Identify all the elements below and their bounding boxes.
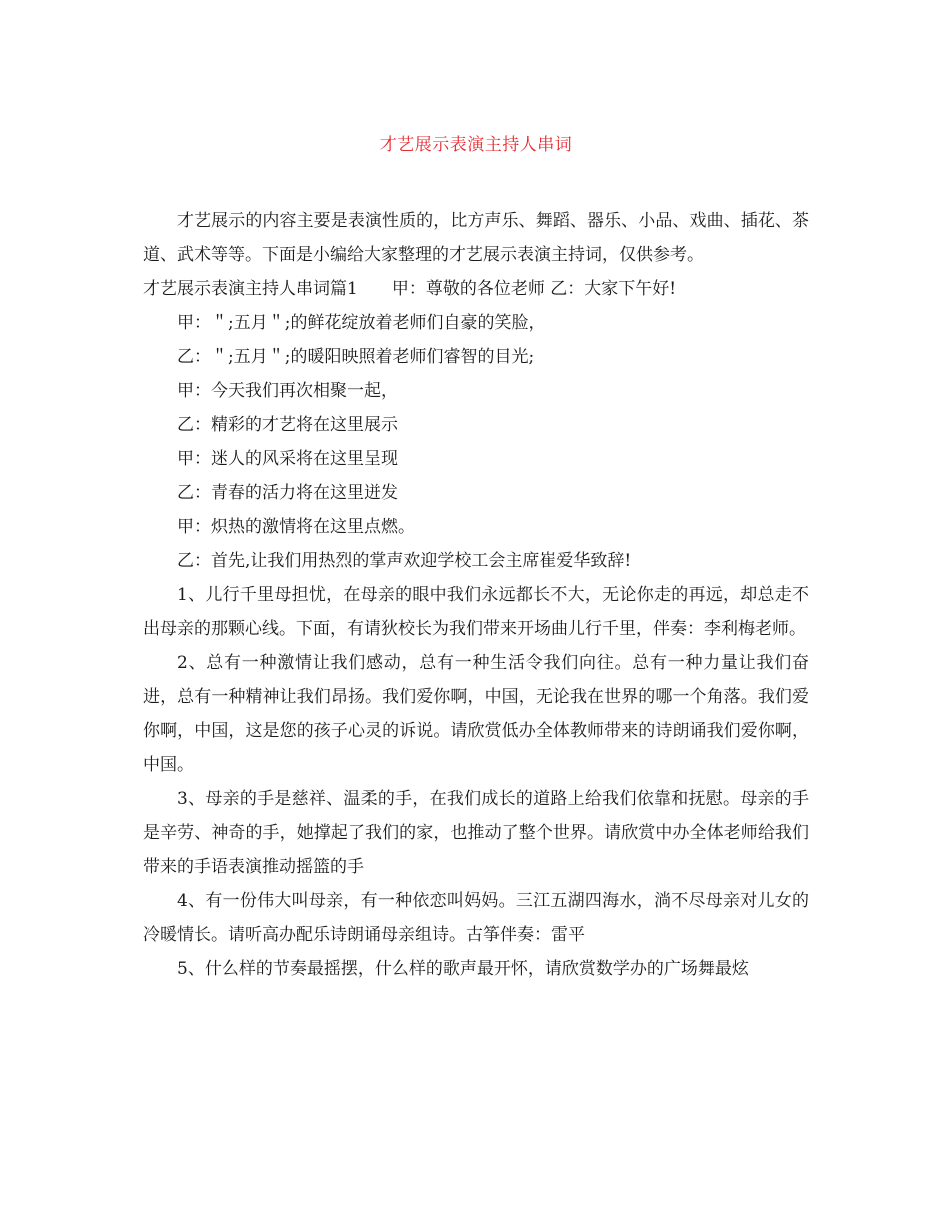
intro-paragraph: 才艺展示的内容主要是表演性质的，比方声乐、舞蹈、器乐、小品、戏曲、插花、茶道、武术等等。下面是小编给大家整理的才艺展示表演主持词，仅供参考。 bbox=[143, 211, 809, 265]
document-body bbox=[143, 204, 809, 986]
program-item: 5、什么样的节奏最摇摆，什么样的歌声最开怀，请欣赏数学办的广场舞最炫 bbox=[177, 959, 749, 979]
dialogue-line: 乙：＂;五月＂;的暖阳映照着老师们睿智的目光; bbox=[177, 347, 535, 367]
dialogue-line: 乙：青春的活力将在这里迸发 bbox=[177, 483, 398, 503]
dialogue-line: 甲：迷人的风采将在这里呈现 bbox=[177, 449, 398, 469]
section-heading-line: 才艺展示表演主持人串词篇1 甲：尊敬的各位老师 乙：大家下午好! bbox=[143, 279, 677, 299]
document-title: 才艺展示表演主持人串词 bbox=[379, 135, 573, 155]
program-item: 4、有一份伟大叫母亲，有一种依恋叫妈妈。三江五湖四海水，淌不尽母亲对儿女的冷暖情长。请听高办配乐诗朗诵母亲组诗。古筝伴奏：雷平 bbox=[143, 891, 809, 945]
dialogue-line: 乙：精彩的才艺将在这里展示 bbox=[177, 415, 398, 435]
program-item: 3、母亲的手是慈祥、温柔的手，在我们成长的道路上给我们依靠和抚慰。母亲的手是辛劳、神奇的手，她撑起了我们的家，也推动了整个世界。请欣赏中办全体老师给我们带来的手语表演推动摇篮的手 bbox=[143, 789, 809, 877]
dialogue-line: 甲：今天我们再次相聚一起， bbox=[177, 381, 398, 401]
dialogue-line: 乙：首先,让我们用热烈的掌声欢迎学校工会主席崔爱华致辞! bbox=[177, 551, 632, 571]
program-item: 1、儿行千里母担忧，在母亲的眼中我们永远都长不大，无论你走的再远，却总走不出母亲的那颗心线。下面，有请狄校长为我们带来开场曲儿行千里，伴奏：李利梅老师。 bbox=[143, 585, 809, 639]
program-item: 2、总有一种激情让我们感动，总有一种生活令我们向往。总有一种力量让我们奋进，总有一种精神让我们昂扬。我们爱你啊，中国，无论我在世界的哪一个角落。我们爱你啊，中国，这是您的孩子心灵的诉说。请欣赏低办全体教师带来的诗朗诵我们爱你啊，中国。 bbox=[143, 653, 809, 775]
dialogue-line: 甲：炽热的激情将在这里点燃。 bbox=[177, 517, 415, 537]
dialogue-line: 甲：＂;五月＂;的鲜花绽放着老师们自豪的笑脸， bbox=[177, 313, 546, 333]
